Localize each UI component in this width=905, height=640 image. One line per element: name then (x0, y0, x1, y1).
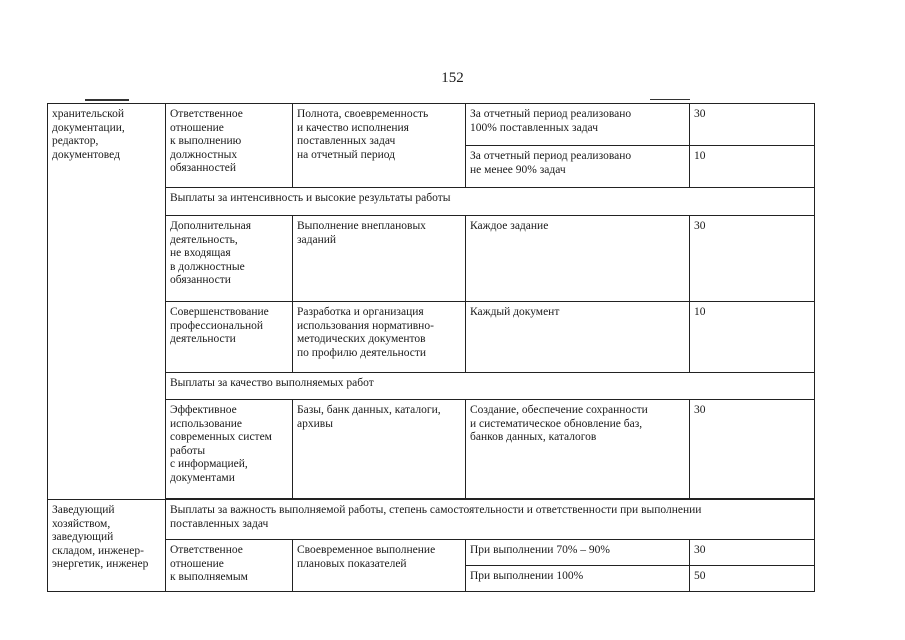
position-text: Заведующий хозяйством, заведующий складом, инженер- энергетик, инженер (52, 504, 149, 570)
condition-cell (466, 400, 690, 499)
section-row (48, 500, 815, 540)
amount-text: 30 (694, 404, 706, 416)
section-heading-cell (166, 373, 815, 400)
amount-cell (690, 566, 815, 592)
criteria-cell (293, 302, 466, 373)
amount-cell (690, 302, 815, 373)
amount-text: 10 (694, 306, 706, 318)
amount-text: 30 (694, 544, 706, 556)
condition-cell (466, 146, 690, 188)
criteria-text: Своевременное выполнение плановых показателей (297, 544, 436, 570)
table-row (48, 104, 815, 146)
section-heading-cell (166, 500, 815, 540)
condition-cell (466, 216, 690, 302)
amount-text: 50 (694, 570, 706, 582)
criteria-cell (293, 400, 466, 499)
indicator-cell (166, 540, 293, 592)
condition-text: При выполнении 70% – 90% (470, 544, 610, 556)
criteria-text: Базы, банк данных, каталоги, архивы (297, 404, 441, 430)
indicator-cell (166, 216, 293, 302)
condition-cell (466, 540, 690, 566)
indicator-text: Ответственное отношение к выполнению должностных обязанностей (170, 108, 243, 174)
indicator-cell (166, 302, 293, 373)
section-heading: Выплаты за качество выполняемых работ (170, 377, 374, 389)
criteria-cell (293, 540, 466, 592)
indicator-cell (166, 400, 293, 499)
criteria-cell (293, 104, 466, 188)
payment-criteria-table (47, 103, 815, 592)
condition-cell (466, 302, 690, 373)
condition-cell (466, 104, 690, 146)
criteria-text: Выполнение внеплановых заданий (297, 220, 426, 246)
indicator-text: Дополнительная деятельность, не входящая в должностные обязанности (170, 220, 252, 286)
section-heading-cell (166, 188, 815, 216)
amount-text: 30 (694, 108, 706, 120)
condition-text: Каждое задание (470, 220, 549, 232)
section-heading: Выплаты за интенсивность и высокие результаты работы (170, 192, 451, 204)
amount-cell (690, 146, 815, 188)
indicator-text: Ответственное отношение к выполняемым (170, 544, 248, 583)
indicator-cell (166, 104, 293, 188)
indicator-text: Совершенствование профессиональной деятельности (170, 306, 269, 345)
amount-cell (690, 104, 815, 146)
amount-text: 30 (694, 220, 706, 232)
condition-cell (466, 566, 690, 592)
amount-cell (690, 400, 815, 499)
condition-text: За отчетный период реализовано не менее 90% задач (470, 150, 632, 176)
indicator-text: Эффективное использование современных систем работы с информацией, документами (170, 404, 272, 484)
criteria-cell (293, 216, 466, 302)
position-text: хранительской документации, редактор, документовед (52, 108, 125, 161)
condition-text: Каждый документ (470, 306, 560, 318)
section-heading: Выплаты за важность выполняемой работы, степень самостоятельности и ответственности при выполнении поставленных задач (170, 504, 702, 530)
position-cell (48, 500, 166, 592)
amount-cell (690, 540, 815, 566)
condition-text: При выполнении 100% (470, 570, 584, 582)
amount-text: 10 (694, 150, 706, 162)
scan-mark-left (85, 99, 129, 101)
criteria-text: Разработка и организация использования нормативно- методических документов по профилю деятельности (297, 306, 434, 359)
position-cell (48, 104, 166, 500)
condition-text: Создание, обеспечение сохранности и систематическое обновление баз, банков данных, каталогов (470, 404, 648, 443)
criteria-text: Полнота, своевременность и качество исполнения поставленных задач на отчетный период (297, 108, 429, 161)
scan-mark-right (650, 99, 690, 100)
amount-cell (690, 216, 815, 302)
condition-text: За отчетный период реализовано 100% поставленных задач (470, 108, 632, 134)
page-number: 152 (441, 70, 464, 86)
